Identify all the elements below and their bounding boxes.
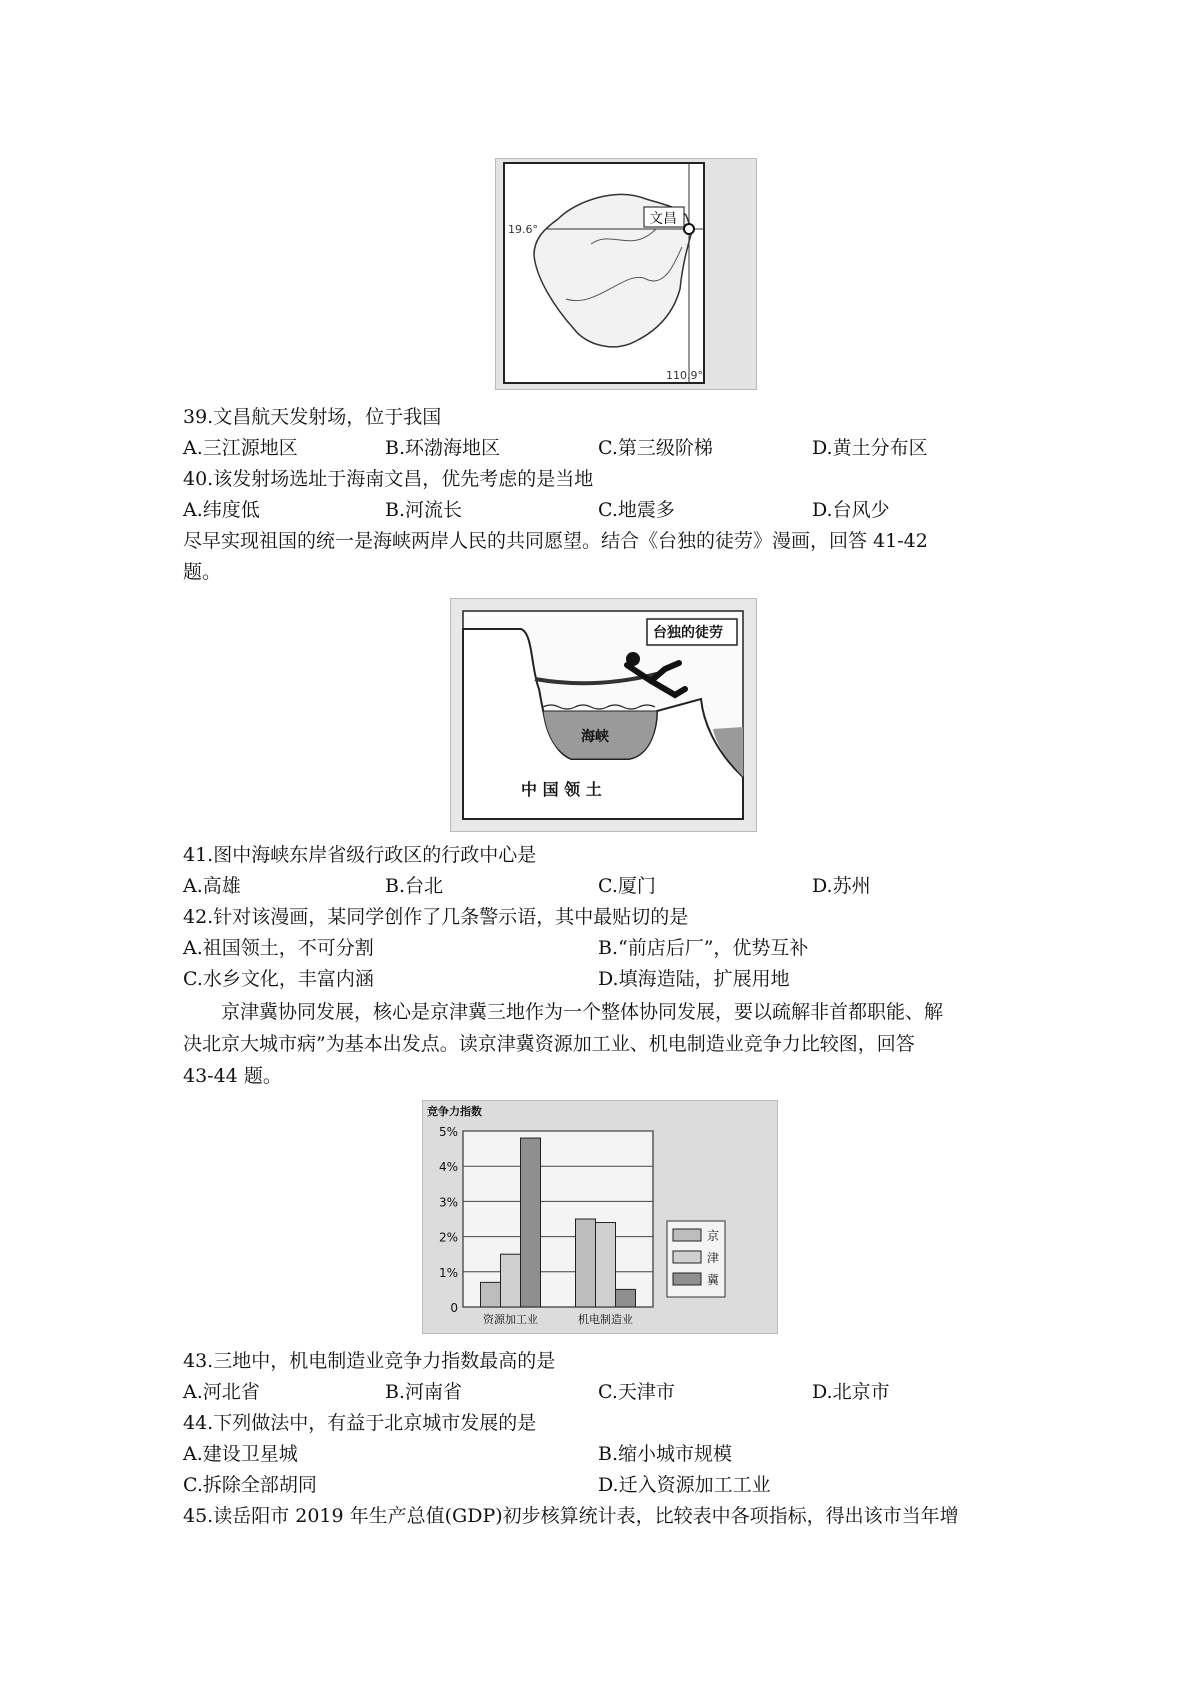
strait-label: 海峡 [581,729,609,745]
q39-stem: 39.文昌航天发射场，位于我国 [183,406,442,428]
q42-option-b: B.“前店后厂”，优势互补 [598,937,809,959]
q43-stem: 43.三地中，机电制造业竞争力指数最高的是 [183,1350,556,1372]
chart-legend-label: 京 [707,1229,720,1243]
chart-ytick-label: 1% [438,1265,458,1280]
q41-option-a: A.高雄 [183,875,241,897]
chart-legend-swatch [673,1251,701,1263]
q40-stem: 40.该发射场选址于海南文昌，优先考虑的是当地 [183,468,594,490]
competitiveness-chart-figure [422,1100,778,1334]
chart-ytick-label: 5% [438,1125,458,1139]
q41-option-c: C.厦门 [598,875,656,897]
q43-option-a: A.河北省 [183,1381,260,1403]
q39-option-a: A.三江源地区 [183,437,298,459]
q45-stem: 45.读岳阳市 2019 年生产总值(GDP)初步核算统计表，比较表中各项指标，得出该市当年增 [183,1505,959,1527]
chart-legend-swatch [673,1273,701,1285]
chart-ytick-label: 3% [438,1195,458,1210]
q44-option-a: A.建设卫星城 [183,1443,298,1465]
q44-stem: 44.下列做法中，有益于北京城市发展的是 [183,1412,537,1434]
chart-bar [616,1289,636,1307]
chart-category-label: 资源加工业 [483,1313,538,1326]
q44-option-c: C.拆除全部胡同 [183,1474,317,1496]
chart-bar [521,1138,541,1307]
q42-option-a: A.祖国领土，不可分割 [183,937,374,959]
chart-bar [576,1219,596,1307]
intro-41-42-line1: 尽早实现祖国的统一是海峡两岸人民的共同愿望。结合《台独的徒劳》漫画，回答 41-42 [183,530,928,552]
q42-option-c: C.水乡文化，丰富内涵 [183,968,374,990]
wenchang-marker [684,224,694,234]
chart-plot-area [463,1131,653,1307]
q43-option-b: B.河南省 [385,1381,463,1403]
chart-bar [501,1254,521,1307]
chart-ytick-label: 0 [450,1301,458,1315]
chart-ytick-label: 2% [438,1230,458,1245]
chart-legend [667,1221,725,1297]
q40-option-d: D.台风少 [812,499,890,521]
cartoon-title: 台独的徒劳 [653,625,723,641]
q43-option-c: C.天津市 [598,1381,675,1403]
intro-43-44-line3: 43-44 题。 [183,1065,282,1087]
chart-bar [481,1282,501,1307]
chart-yticks [439,1125,458,1315]
intro-41-42-line2: 题。 [183,561,222,583]
longitude-label: 110.9° [666,369,703,382]
q39-option-c: C.第三级阶梯 [598,437,713,459]
hainan-map-figure [495,158,757,390]
chart-bar [596,1223,616,1307]
q42-stem: 42.针对该漫画，某同学创作了几条警示语，其中最贴切的是 [183,906,689,928]
cartoon-figure [450,598,757,832]
chart-ylabel: 竞争力指数 [427,1105,482,1118]
chart-ytick-label: 4% [438,1160,458,1175]
q39-option-b: B.环渤海地区 [385,437,501,459]
chart-category-label: 机电制造业 [578,1313,633,1326]
cartoon-drawing [451,599,756,831]
chart-legend-label: 冀 [707,1273,720,1287]
q41-stem: 41.图中海峡东岸省级行政区的行政中心是 [183,844,537,866]
q43-option-d: D.北京市 [812,1381,890,1403]
hainan-map [496,159,756,389]
chart-legend-swatch [673,1229,701,1241]
q40-option-b: B.河流长 [385,499,463,521]
intro-43-44-line2: 决北京大城市病”为基本出发点。读京津冀资源加工业、机电制造业竞争力比较图，回答 [183,1033,915,1055]
q42-option-d: D.填海造陆，扩展用地 [598,968,790,990]
q41-option-b: B.台北 [385,875,444,897]
q41-option-d: D.苏州 [812,875,871,897]
q44-option-b: B.缩小城市规模 [598,1443,733,1465]
q40-option-c: C.地震多 [598,499,675,521]
q39-option-d: D.黄土分布区 [812,437,928,459]
q44-option-d: D.迁入资源加工工业 [598,1474,771,1496]
intro-43-44-line1: 京津冀协同发展，核心是京津冀三地作为一个整体协同发展，要以疏解非首都职能、解 [221,1001,944,1023]
land-label: 中 国 领 土 [521,780,602,799]
chart-legend-label: 津 [707,1251,720,1265]
chart-grid [463,1131,653,1307]
wenchang-label: 文昌 [649,211,677,227]
competitiveness-chart [423,1101,777,1333]
q40-option-a: A.纬度低 [183,499,260,521]
latitude-label: 19.6° [508,223,538,236]
chart-xlabels [483,1312,633,1326]
